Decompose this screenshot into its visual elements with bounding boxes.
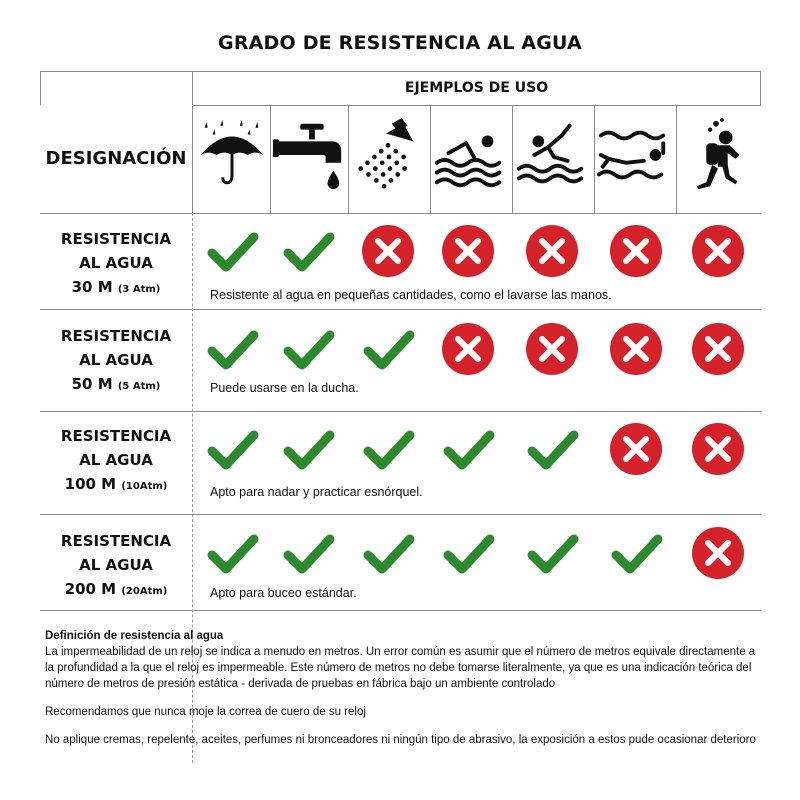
check-icon <box>360 421 416 477</box>
cross-icon <box>440 321 496 377</box>
diving-icon <box>513 115 591 195</box>
page-title: GRADO DE RESISTENCIA AL AGUA <box>218 32 582 54</box>
check-icon <box>280 421 336 477</box>
row-label-200m: RESISTENCIA AL AGUA 200 M (20Atm) <box>60 532 172 598</box>
notes-warning: No aplique cremas, repelente, aceites, perfumes ni bronceadores ni ningún tipo de abrasivo, la exposición a estos pude ocasionar deterioro <box>45 734 756 746</box>
row-divider <box>40 514 761 515</box>
check-icon <box>204 525 260 581</box>
cross-icon <box>690 223 746 279</box>
row-label-100m: RESISTENCIA AL AGUA 100 M (10Atm) <box>60 427 172 493</box>
row-divider <box>40 411 761 412</box>
check-icon <box>608 525 664 581</box>
check-icon <box>280 525 336 581</box>
check-icon <box>204 321 260 377</box>
swimming-icon <box>431 115 509 195</box>
notes-paragraph: La impermeabilidad de un reloj se indica a menudo en metros. Un error común es asumir que el número de metros equivale directamente a la profundidad a la que el reloj es impermeable. Este número de metros no debe tomarse literalmente, ya que es una indicación teórica del número de metros de presión estática - derivada de pruebas en fábrica bajo un ambiente controlado <box>45 646 756 690</box>
notes-section <box>45 628 765 748</box>
cross-icon <box>524 223 580 279</box>
examples-header: EJEMPLOS DE USO <box>404 80 549 96</box>
check-icon <box>360 525 416 581</box>
shower-icon <box>349 115 427 195</box>
faucet-icon <box>271 115 349 195</box>
cross-icon <box>608 421 664 477</box>
snorkeling-icon <box>595 115 673 195</box>
row-description: Apto para nadar y practicar esnórquel. <box>210 485 423 499</box>
table-border-left <box>40 71 41 105</box>
table-border-bottom <box>40 610 761 611</box>
row-label-50m: RESISTENCIA AL AGUA 50 M (5 Atm) <box>60 327 172 393</box>
notes-heading: Definición de resistencia al agua <box>45 630 224 642</box>
row-description: Apto para buceo estándar. <box>210 586 357 600</box>
designation-header: DESIGNACIÓN <box>45 148 187 169</box>
cross-icon <box>360 223 416 279</box>
check-icon <box>440 421 496 477</box>
cross-icon <box>690 421 746 477</box>
cross-icon <box>524 321 580 377</box>
cross-icon <box>690 525 746 581</box>
water-resistance-table <box>40 71 761 611</box>
cross-icon <box>440 223 496 279</box>
scuba-diver-icon <box>677 115 755 195</box>
check-icon <box>280 223 336 279</box>
check-icon <box>524 525 580 581</box>
check-icon <box>204 223 260 279</box>
check-icon <box>280 321 336 377</box>
row-label-30m: RESISTENCIA AL AGUA 30 M (3 Atm) <box>60 230 172 296</box>
row-divider <box>40 309 761 310</box>
check-icon <box>360 321 416 377</box>
check-icon <box>204 421 260 477</box>
check-icon <box>440 525 496 581</box>
row-description: Resistente al agua en pequeñas cantidades, como el lavarse las manos. <box>210 288 612 302</box>
check-icon <box>524 421 580 477</box>
notes-recommendation: Recomendamos que nunca moje la correa de cuero de su reloj <box>45 706 366 718</box>
row-description: Puede usarse en la ducha. <box>210 381 359 395</box>
cross-icon <box>608 223 664 279</box>
cross-icon <box>608 321 664 377</box>
cross-icon <box>690 321 746 377</box>
umbrella-rain-icon <box>193 115 271 195</box>
row-divider <box>40 213 761 214</box>
